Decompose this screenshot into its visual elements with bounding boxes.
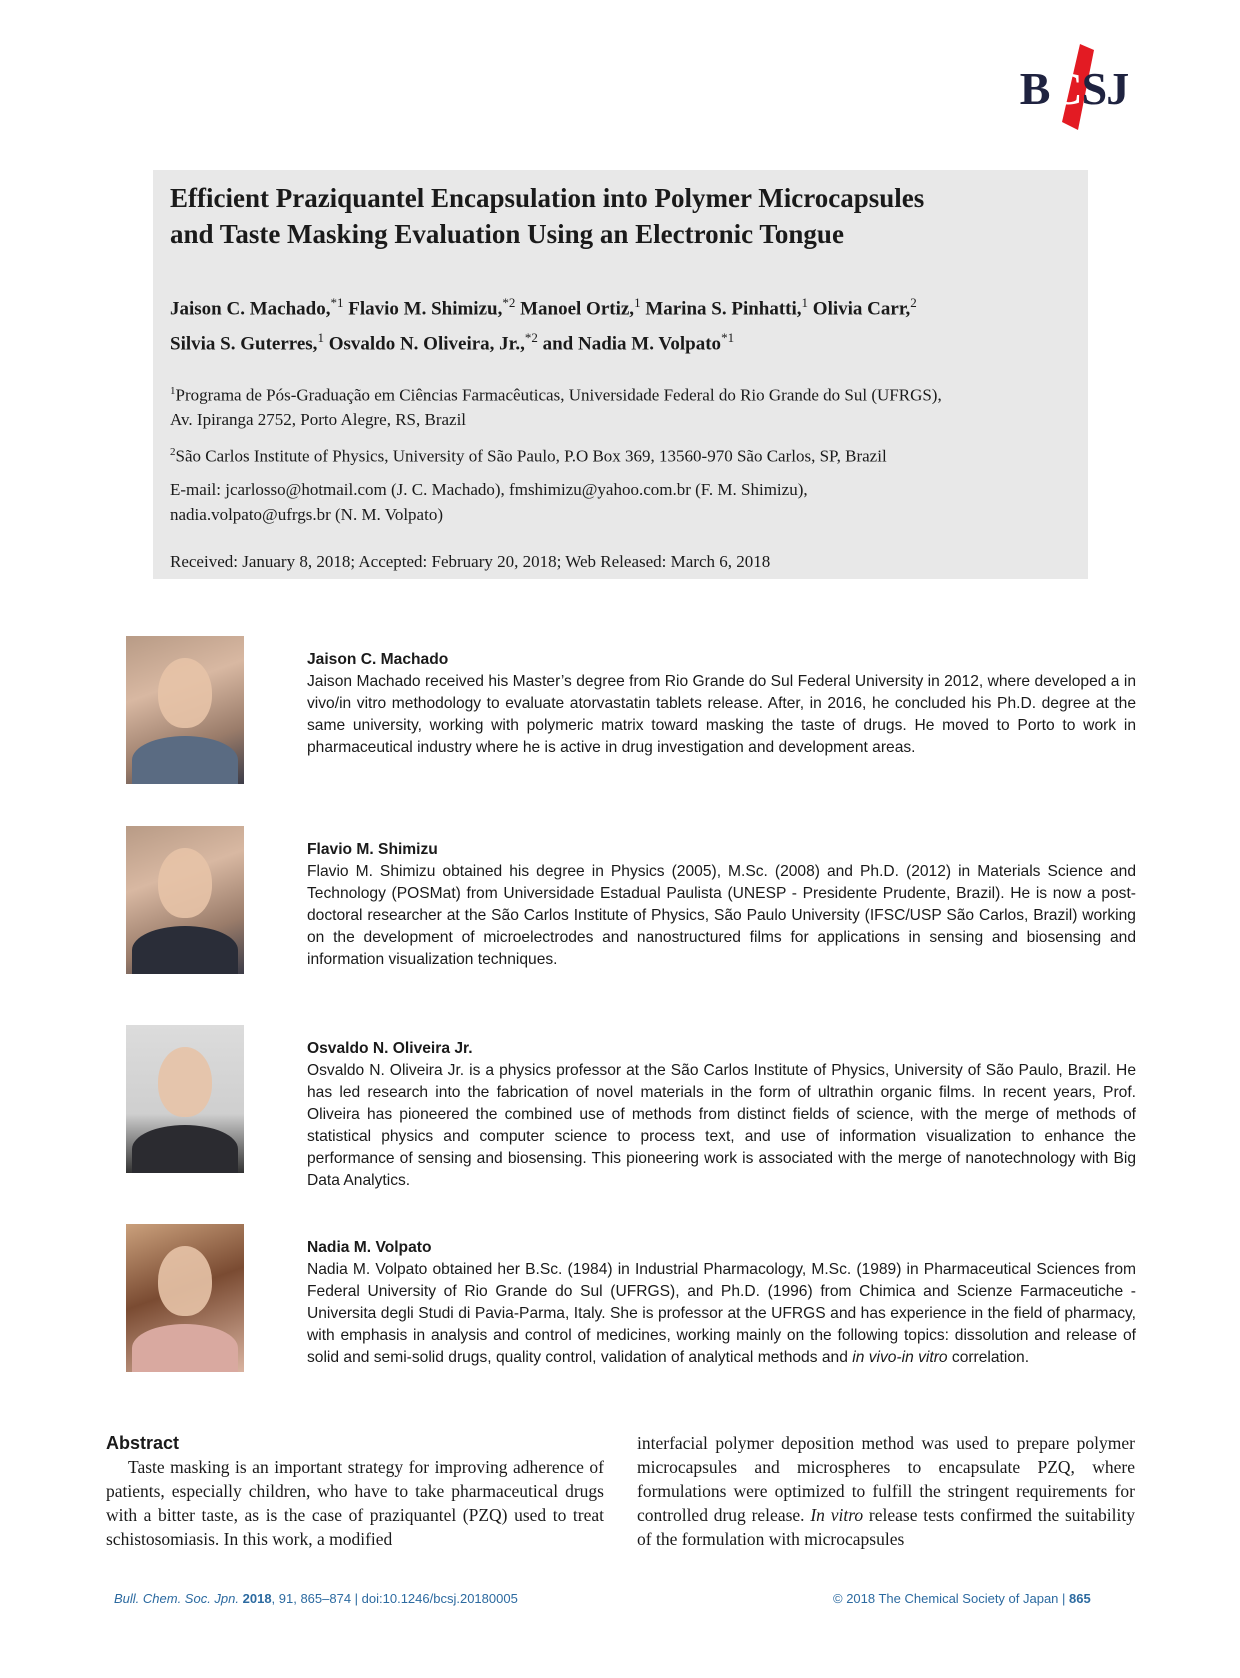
affiliations <box>170 379 1070 527</box>
author-photo <box>126 636 244 784</box>
logo-text: BCSJ <box>1019 63 1129 114</box>
abstract-right-column: interfacial polymer deposition method was used to prepare polymer microcapsules and microspheres to encapsulate PZQ, where formulations were optimized to fulfill the stringent requirements for controlled drug release. In vitro release tests confirmed the suitability of the formulation with microcapsules <box>637 1433 1135 1549</box>
paper-title: Efficient Praziquantel Encapsulation into Polymer Microcapsules and Taste Masking Evaluation Using an Electronic Tongue <box>170 183 925 249</box>
journal-logo <box>1012 44 1136 130</box>
footer-citation: Bull. Chem. Soc. Jpn. 2018, 91, 865–874 | doi:10.1246/bcsj.20180005 <box>114 1591 518 1606</box>
affiliation-2: $^2$São Carlos Institute of Physics, University of São Paulo, P.O Box 369, 13560-970 São Carlos, SP, Brazil <box>170 446 887 466</box>
abstract-left-column <box>106 1431 604 1551</box>
affiliation-1: $^1$Programa de Pós-Graduação em Ciências Farmacêuticas, Universidade Federal do Rio Grande do Sul (UFRGS), Av. Ipiranga 2752, Porto Alegre, RS, Brazil <box>170 384 942 430</box>
abstract-text-right: interfacial polymer deposition method was used to prepare polymer microcapsules and microspheres to encapsulate PZQ, where formulations were optimized to fulfill the stringent requirements for controlled drug release. <box>637 1433 1135 1525</box>
bio-text: Jaison Machado received his Master’s degree from Rio Grande do Sul Federal University in 2012, where developed a in vivo/in vitro methodology to evaluate atorvastatin tablets release. After, in 2016, he concluded his Ph.D. degree at the same university, working with polymeric matrix toward masking the taste of drugs. He moved to Porto to work in pharmaceutical industry where he is active in drug investigation and development areas. <box>307 673 1136 756</box>
bio-name: Jaison C. Machado <box>307 651 449 668</box>
article-header <box>153 170 1088 579</box>
bio-name: Flavio M. Shimizu <box>307 841 438 858</box>
received-dates: Received: January 8, 2018; Accepted: February 20, 2018; Web Released: March 6, 2018 <box>170 551 771 571</box>
author-photo <box>126 826 244 974</box>
bio-text: Nadia M. Volpato obtained her B.Sc. (1984) in Industrial Pharmacology, M.Sc. (1989) in Pharmaceutical Sciences from Federal University of Rio Grande do Sul (UFRGS), and Ph.D. (1996) from Chimica and Scienze Farmaceutiche - Universita degli Studi di Pavia-Parma, Italy. She is professor at the UFRGS and has experience in the field of pharmacy, with emphasis in analysis and control of medicines, working mainly on the following topics: dissolution and release of solid and semi-solid drugs, quality control, validation of analytical methods and <box>307 1261 1136 1366</box>
email-contacts: E-mail: jcarlosso@hotmail.com (J. C. Machado), fmshimizu@yahoo.com.br (F. M. Shimizu), nadia.volpato@ufrgs.br (N. M. Volpato) <box>170 479 808 524</box>
bio-name: Nadia M. Volpato <box>307 1239 432 1256</box>
author-list: Jaison C. Machado,$^{*1}$ Flavio M. Shimizu,$^{*2}$ Manoel Ortiz,$^1$ Marina S. Pinhatti,$^1$ Olivia Carr,$^2$ Silvia S. Guterres,$^1$ Osvaldo N. Oliveira, Jr.,$^{*2}$ and Nadia M. Volpato$^{*1}$ <box>170 295 917 355</box>
bio-name: Osvaldo N. Oliveira Jr. <box>307 1040 473 1057</box>
abstract-heading: Abstract <box>106 1433 180 1453</box>
author-photo <box>126 1224 244 1372</box>
footer-copyright: © 2018 The Chemical Society of Japan | 865 <box>833 1591 1091 1606</box>
bio-italic: in vivo-in vitro <box>852 1349 948 1366</box>
bio-text: Flavio M. Shimizu obtained his degree in Physics (2005), M.Sc. (2008) and Ph.D. (2012) in Materials Science and Technology (POSMat) from Universidade Estadual Paulista (UNESP - Presidente Prudente, Brazil). He is now a post-doctoral researcher at the São Carlos Institute of Physics, São Paulo University (IFSC/USP São Carlos, Brazil) working on the development of microelectrodes and nanostructured films for applications in sensing and biosensing and information visualization techniques. <box>307 863 1136 968</box>
author-photo <box>126 1025 244 1173</box>
bio-text: Osvaldo N. Oliveira Jr. is a physics professor at the São Carlos Institute of Physics, University of São Paulo, Brazil. He has led research into the fabrication of novel materials in the form of ultrathin organic films. In recent years, Prof. Oliveira has pioneered the combined use of methods from distinct fields of science, with the merge of methods of statistical physics and computer science to process text, and use of information visualization to enhance the performance of sensing and biosensing. This pioneering work is associated with the merge of nanotechnology with Big Data Analytics. <box>307 1062 1136 1189</box>
page-number: 865 <box>1069 1591 1091 1606</box>
abstract-text-left: Taste masking is an important strategy for improving adherence of patients, especially children, who have to take pharmaceutical drugs with a bitter taste, as is the case of praziquantel (PZQ) used to treat schistosomiasis. In this work, a modified <box>106 1457 604 1549</box>
